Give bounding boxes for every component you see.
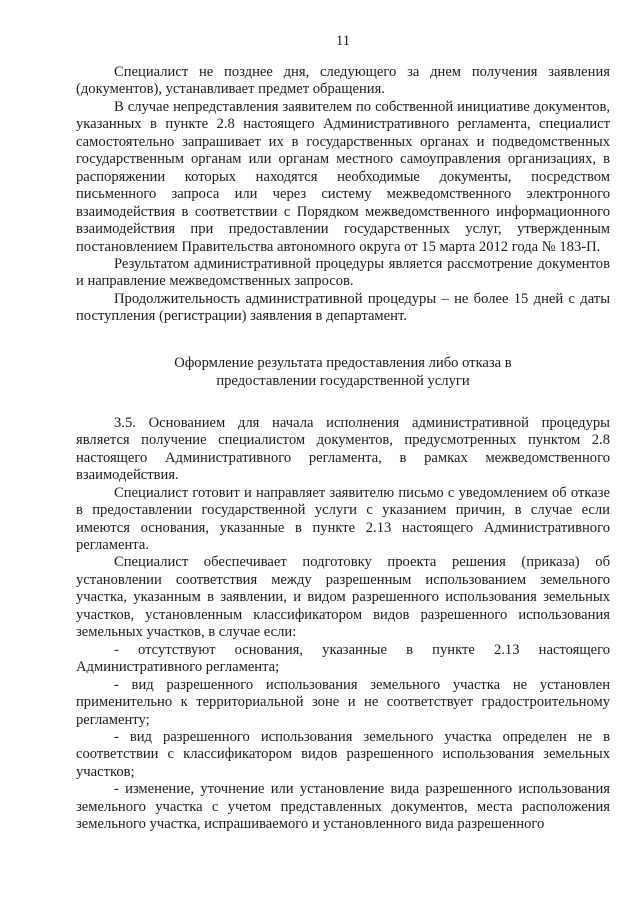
list-item-not-established: - вид разрешенного использования земельного участка не установлен применительно к территориальной зоне и не соответствует градостроительному регламенту; xyxy=(76,676,610,728)
paragraph-procedure-result: Результатом административной процедуры является рассмотрение документов и направление межведомственных запросов. xyxy=(76,255,610,290)
paragraph-subject-determination: Специалист не позднее дня, следующего за днем получения заявления (документов), устанавливает предмет обращения. xyxy=(76,64,610,98)
section-heading-line-2: предоставлении государственной услуги xyxy=(216,372,470,389)
paragraph-3-5-basis: 3.5. Основанием для начала исполнения административной процедуры является получение специалистом документов, предусмотренных пунктом 2.8 настоящего Административного регламента, в рамках межведомственного взаимодействия. xyxy=(76,414,610,484)
section-heading xyxy=(76,354,610,390)
page-number: 11 xyxy=(336,33,350,49)
list-item-change-clarification: - изменение, уточнение или установление вида разрешенного использования земельного участка с учетом представленных документов, места расположения земельного участка, испрашиваемого и установленного вида разрешенного xyxy=(76,781,610,833)
paragraph-procedure-duration: Продолжительность административной процедуры – не более 15 дней с даты поступления (регистрации) заявления в департамент. xyxy=(76,290,610,325)
list-item-not-per-classifier: - вид разрешенного использования земельного участка определен не в соответствии с классификатором видов разрешенного использования земельных участков; xyxy=(76,728,610,780)
document-page xyxy=(76,0,610,905)
section-heading-line-1: Оформление результата предоставления либо отказа в xyxy=(174,354,512,371)
paragraph-refusal-letter: Специалист готовит и направляет заявителю письмо с уведомлением об отказе в предоставлении государственной услуги с указанием причин, в случае если имеются основания, указанные в пункте 2.13 настоящего Административного регламента. xyxy=(76,484,610,553)
paragraph-draft-decision: Специалист обеспечивает подготовку проекта решения (приказа) об установлении соответствия между разрешенным использованием земельного участка, указанным в заявлении, и видом разрешенного использования земельных участков, установленным классификатором видов разрешенного использования земельных участков, в случае если: xyxy=(76,554,610,641)
list-item-no-grounds: - отсутствуют основания, указанные в пункте 2.13 настоящего Административного регламента; xyxy=(76,641,610,676)
paragraph-interagency-request: В случае непредставления заявителем по собственной инициативе документов, указанных в пункте 2.8 настоящего Административного регламента, специалист самостоятельно запрашивает их в государственных органах и подведомственных государственным органам или органам местного самоуправления организациях, в распоряжении которых находятся необходимые документы, посредством письменного запроса или через систему межведомственного электронного взаимодействия в соответствии с Порядком межведомственного информационного взаимодействия при предоставлении государственных услуг, утвержденным постановлением Правительства автономного округа от 15 марта 2012 года № 183-П. xyxy=(76,98,610,255)
document-body xyxy=(76,64,610,834)
